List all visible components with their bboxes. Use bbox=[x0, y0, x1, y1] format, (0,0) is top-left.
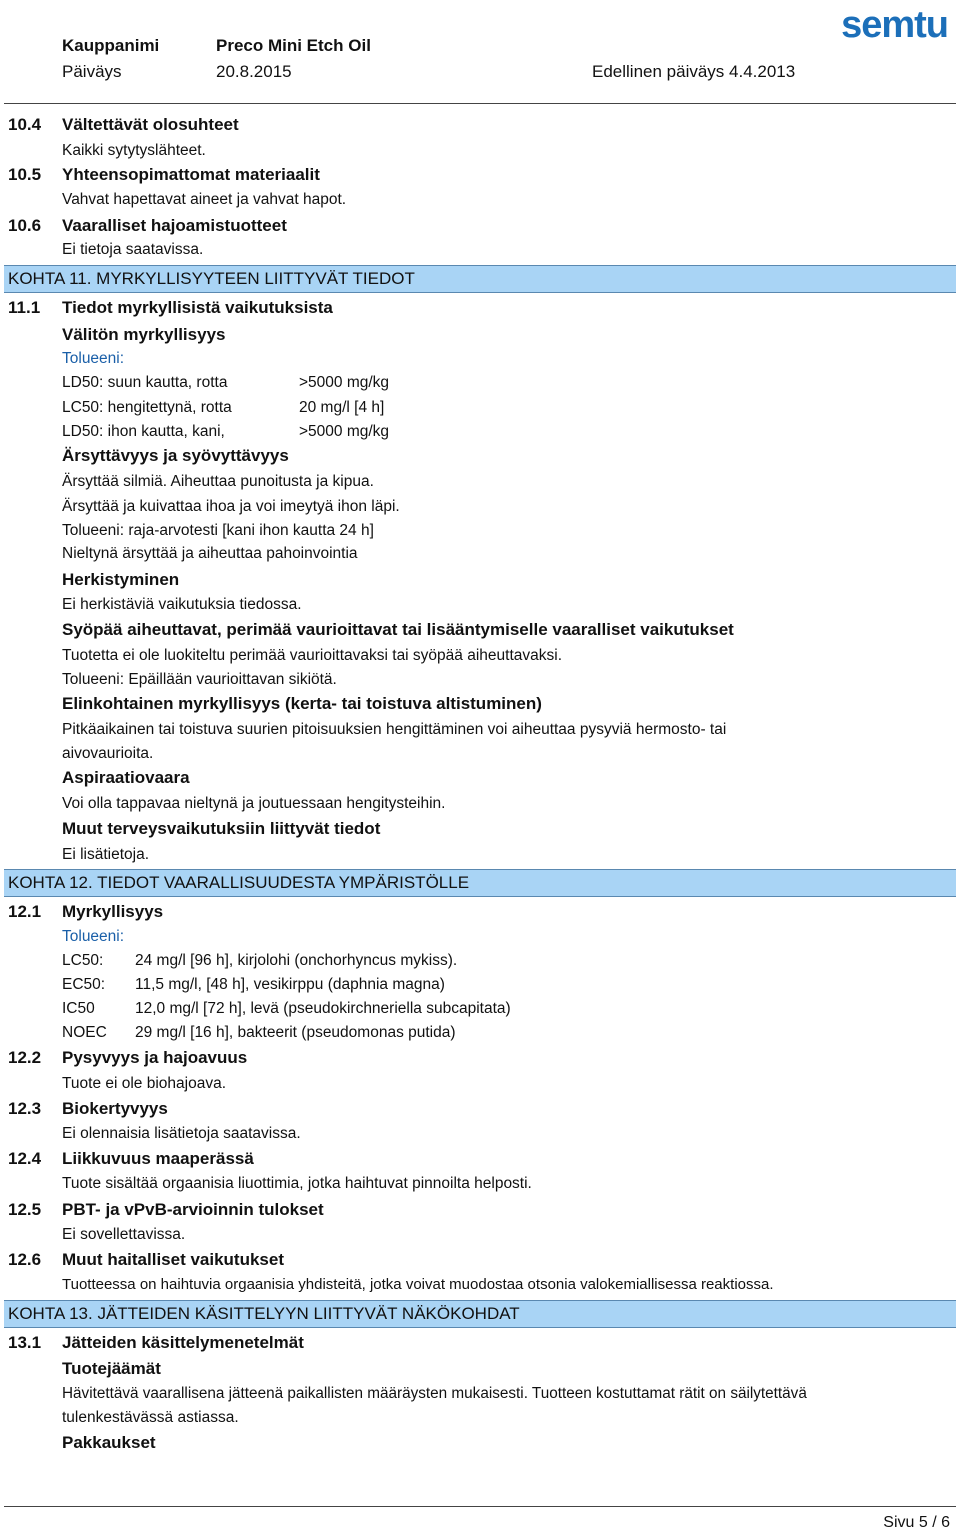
section-number: 13.1 bbox=[8, 1333, 42, 1352]
section-header-13 bbox=[4, 1300, 956, 1328]
body-text: tulenkestävässä astiassa. bbox=[62, 1409, 239, 1426]
body-text: Ei olennaisia lisätietoja saatavissa. bbox=[62, 1125, 301, 1142]
section-number: 12.4 bbox=[8, 1149, 42, 1168]
section-number: 12.3 bbox=[8, 1099, 42, 1118]
subsection-text: Vahvat hapettavat aineet ja vahvat hapot. bbox=[62, 191, 347, 208]
date-value: 20.8.2015 bbox=[216, 62, 292, 81]
tox-row-value: 20 mg/l [4 h] bbox=[299, 399, 385, 416]
body-text: Ärsyttää ja kuivattaa ihoa ja voi imeytyä ihon läpi. bbox=[62, 498, 400, 515]
body-text: Tuote ei ole biohajoava. bbox=[62, 1075, 227, 1092]
subheading: Ärsyttävyys ja syövyttävyys bbox=[62, 446, 289, 465]
header-divider bbox=[4, 103, 956, 104]
subsection-title: Tiedot myrkyllisistä vaikutuksista bbox=[62, 298, 333, 317]
subheading: Muut terveysvaikutuksiin liittyvät tiedot bbox=[62, 819, 381, 838]
section-number: 11.1 bbox=[8, 298, 41, 317]
section-header-label: KOHTA 11. MYRKYLLISYYTEEN LIITTYVÄT TIEDOT bbox=[8, 269, 415, 288]
tox-row-value: >5000 mg/kg bbox=[299, 423, 390, 440]
subheading: Aspiraatiovaara bbox=[62, 768, 190, 787]
subsection-title: Pysyvyys ja hajoavuus bbox=[62, 1048, 248, 1067]
section-header-label: KOHTA 13. JÄTTEIDEN KÄSITTELYYN LIITTYVÄT NÄKÖKOHDAT bbox=[8, 1304, 520, 1323]
subsection-title: Yhteensopimattomat materiaalit bbox=[62, 165, 320, 184]
eco-row-value: 24 mg/l [96 h], kirjolohi (onchorhyncus mykiss). bbox=[135, 952, 458, 969]
eco-row-value: 11,5 mg/l, [48 h], vesikirppu (daphnia magna) bbox=[135, 976, 445, 993]
section-number: 10.6 bbox=[8, 216, 42, 235]
previous-date: Edellinen päiväys 4.4.2013 bbox=[592, 62, 796, 81]
subsection-title: Muut haitalliset vaikutukset bbox=[62, 1250, 284, 1269]
product-name: Preco Mini Etch Oil bbox=[216, 36, 371, 55]
tox-row-value: >5000 mg/kg bbox=[299, 374, 390, 391]
footer-divider bbox=[4, 1506, 956, 1507]
body-text: Voi olla tappavaa nieltynä ja joutuessaan hengitysteihin. bbox=[62, 795, 446, 812]
subheading: Välitön myrkyllisyys bbox=[62, 325, 226, 344]
body-text: Ei lisätietoja. bbox=[62, 846, 150, 863]
subsection-title: Vaaralliset hajoamistuotteet bbox=[62, 216, 287, 235]
subsection-text: Ei tietoja saatavissa. bbox=[62, 241, 204, 258]
eco-row-label: LC50: bbox=[62, 952, 104, 969]
tox-row-label: LD50: suun kautta, rotta bbox=[62, 374, 228, 391]
body-text: Tolueeni: Epäillään vaurioittavan sikiötä. bbox=[62, 671, 337, 688]
section-number: 12.5 bbox=[8, 1200, 42, 1219]
subheading: Syöpää aiheuttavat, perimää vaurioittavat tai lisääntymiselle vaaralliset vaikutukset bbox=[62, 620, 734, 639]
body-text: Ei herkistäviä vaikutuksia tiedossa. bbox=[62, 596, 302, 613]
substance-label: Tolueeni: bbox=[62, 928, 125, 945]
tox-row-label: LD50: ihon kautta, kani, bbox=[62, 423, 225, 440]
eco-row-label: NOEC bbox=[62, 1024, 107, 1041]
eco-row-label: EC50: bbox=[62, 976, 106, 993]
page-number: Sivu 5 / 6 bbox=[883, 1514, 950, 1531]
body-text: Nieltynä ärsyttää ja aiheuttaa pahoinvointia bbox=[62, 545, 358, 562]
section-header-label: KOHTA 12. TIEDOT VAARALLISUUDESTA YMPÄRISTÖLLE bbox=[8, 873, 470, 892]
subsection-title: PBT- ja vPvB-arvioinnin tulokset bbox=[62, 1200, 324, 1219]
body-text: Tuotetta ei ole luokiteltu perimää vaurioittavaksi tai syöpää aiheuttavaksi. bbox=[62, 647, 563, 664]
subsection-title: Biokertyvyys bbox=[62, 1099, 168, 1118]
subsection-title: Liikkuvuus maaperässä bbox=[62, 1149, 254, 1168]
body-text: Pitkäaikainen tai toistuva suurien pitoisuuksien hengittäminen voi aiheuttaa pysyviä hermosto- tai bbox=[62, 721, 727, 738]
subsection-title: Myrkyllisyys bbox=[62, 902, 164, 921]
subheading: Tuotejäämät bbox=[62, 1359, 161, 1378]
subsection-title: Vältettävät olosuhteet bbox=[62, 115, 239, 134]
eco-row-value: 29 mg/l [16 h], bakteerit (pseudomonas putida) bbox=[135, 1024, 456, 1041]
section-number: 12.1 bbox=[8, 902, 42, 921]
section-number: 10.4 bbox=[8, 115, 42, 134]
body-text: Tuote sisältää orgaanisia liuottimia, jotka haihtuvat pinnoilta helposti. bbox=[62, 1175, 532, 1192]
section-number: 10.5 bbox=[8, 165, 42, 184]
company-logo: semtu bbox=[841, 4, 948, 46]
body-text: Tolueeni: raja-arvotesti [kani ihon kautta 24 h] bbox=[62, 522, 374, 539]
body-text: Ärsyttää silmiä. Aiheuttaa punoitusta ja kipua. bbox=[62, 473, 374, 490]
body-text: Tuotteessa on haihtuvia orgaanisia yhdisteitä, jotka voivat muodostaa otsonia valokemiallisessa reaktiossa. bbox=[62, 1276, 774, 1293]
subheading: Herkistyminen bbox=[62, 570, 180, 589]
body-text: Ei sovellettavissa. bbox=[62, 1226, 186, 1243]
date-label: Päiväys bbox=[62, 62, 122, 81]
substance-label: Tolueeni: bbox=[62, 350, 125, 367]
product-label: Kauppanimi bbox=[62, 36, 160, 55]
subheading: Pakkaukset bbox=[62, 1433, 156, 1452]
eco-row-label: IC50 bbox=[62, 1000, 95, 1017]
tox-row-label: LC50: hengitettynä, rotta bbox=[62, 399, 232, 416]
section-header-12 bbox=[4, 869, 956, 897]
subsection-title: Jätteiden käsittelymenetelmät bbox=[62, 1333, 304, 1352]
section-header-11 bbox=[4, 265, 956, 293]
subsection-text: Kaikki sytytyslähteet. bbox=[62, 142, 206, 159]
body-text: Hävitettävä vaarallisena jätteenä paikallisten määräysten mukaisesti. Tuotteen kostuttamat rätit on säilytettävä bbox=[62, 1385, 807, 1402]
subheading: Elinkohtainen myrkyllisyys (kerta- tai toistuva altistuminen) bbox=[62, 694, 542, 713]
body-text: aivovaurioita. bbox=[62, 745, 154, 762]
eco-row-value: 12,0 mg/l [72 h], levä (pseudokirchneriella subcapitata) bbox=[135, 1000, 511, 1017]
section-number: 12.6 bbox=[8, 1250, 42, 1269]
section-number: 12.2 bbox=[8, 1048, 42, 1067]
